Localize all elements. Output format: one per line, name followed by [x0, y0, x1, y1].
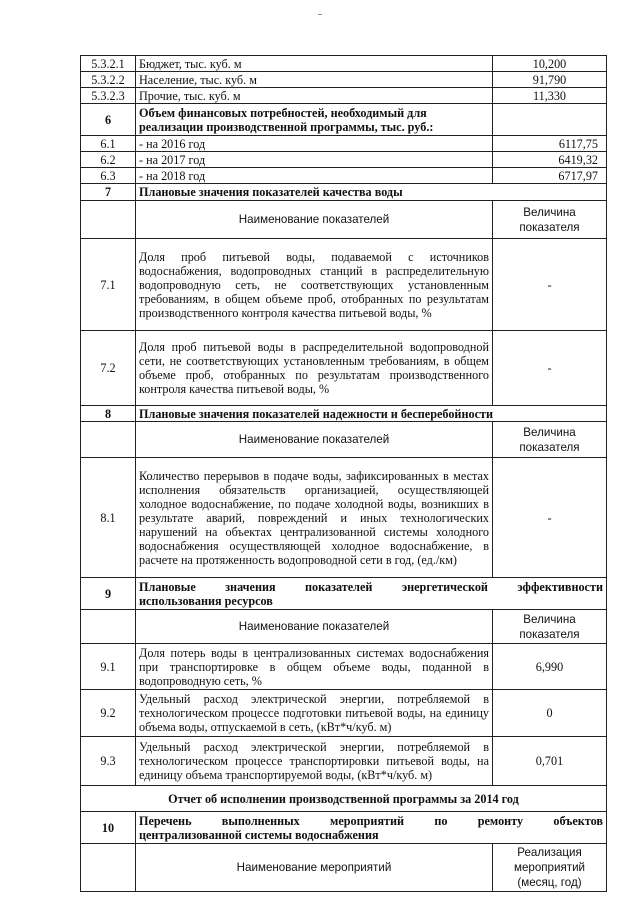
table-row [81, 331, 607, 406]
row-number: 6.1 [81, 136, 136, 152]
section-title: Плановые значения показателей качества воды [136, 184, 607, 201]
row-value: - [493, 458, 607, 578]
row-value: 11,330 [493, 88, 607, 104]
table-row [81, 56, 607, 72]
column-header-value: Величина показателя [493, 610, 607, 644]
section-title-word: показателей [305, 579, 373, 594]
section-number: 10 [81, 812, 136, 844]
section-title [136, 812, 607, 844]
row-name: Доля проб питьевой воды в распределительной водопроводной сети, не соответствующих установленным требованиям, в общем объеме проб, отобранных по результатам производственного контроля качества питьевой воды, % [136, 331, 493, 406]
table-row [81, 168, 607, 184]
page-top-mark [318, 14, 322, 15]
row-name: Удельный расход электрической энергии, потребляемой в технологическом процессе транспортировки питьевой воды, на единицу объема транспортируемой воды, (кВт*ч/куб. м) [136, 737, 493, 786]
row-number: 9.3 [81, 737, 136, 786]
section-9-header [81, 578, 607, 610]
table-row [81, 152, 607, 168]
section-title-word: энергетической [401, 579, 488, 594]
row-number: 5.3.2.3 [81, 88, 136, 104]
table-row [81, 136, 607, 152]
section-7-header [81, 184, 607, 201]
section-title [136, 578, 607, 610]
column-header-name: Наименование показателей [136, 201, 493, 239]
table-row [81, 239, 607, 331]
section-title: Объем финансовых потребностей, необходимый для реализации производственной программы, тыс. руб.: [136, 104, 493, 136]
report-title-row [81, 786, 607, 812]
column-header-value: Реализация мероприятий (месяц, год) [493, 844, 607, 892]
row-number: 9.1 [81, 644, 136, 690]
section-title: Плановые значения показателей надежности и бесперебойности [136, 406, 607, 422]
column-header-row [81, 422, 607, 458]
section-6-header [81, 104, 607, 136]
table-row [81, 737, 607, 786]
section-10-header [81, 812, 607, 844]
column-header-row [81, 610, 607, 644]
column-header-name: Наименование показателей [136, 422, 493, 458]
column-header-value: Величина показателя [493, 422, 607, 458]
section-title-word: объектов [553, 813, 603, 828]
row-value: 6419,32 [493, 152, 607, 168]
section-title-word: значения [225, 579, 276, 594]
row-value: 6717,97 [493, 168, 607, 184]
section-title-line2: централизованной системы водоснабжения [139, 827, 379, 842]
row-number: 7.1 [81, 239, 136, 331]
row-value: 91,790 [493, 72, 607, 88]
row-number: 6.3 [81, 168, 136, 184]
section-title-word: Плановые [139, 579, 196, 594]
empty-cell [493, 104, 607, 136]
section-title-word: мероприятий [330, 813, 405, 828]
row-value: - [493, 239, 607, 331]
empty-cell [81, 610, 136, 644]
section-title-word: эффективности [517, 579, 603, 594]
empty-cell [81, 844, 136, 892]
row-name: - на 2016 год [136, 136, 493, 152]
section-title-word: по [434, 813, 448, 828]
row-value: 10,200 [493, 56, 607, 72]
row-name: Удельный расход электрической энергии, потребляемой в технологическом процессе подготовки питьевой воды, на единицу объема воды, отпускаемой в сеть, (кВт*ч/куб. м) [136, 690, 493, 737]
section-title-word: Перечень [139, 813, 192, 828]
row-number: 8.1 [81, 458, 136, 578]
table-row [81, 72, 607, 88]
row-name: Доля потерь воды в централизованных системах водоснабжения при транспортировке в общем объеме воды, поданной в водопроводную сеть, % [136, 644, 493, 690]
section-number: 6 [81, 104, 136, 136]
section-number: 7 [81, 184, 136, 201]
row-value: - [493, 331, 607, 406]
section-title-word: ремонту [477, 813, 524, 828]
section-number: 9 [81, 578, 136, 610]
row-value: 6117,75 [493, 136, 607, 152]
row-name: Прочие, тыс. куб. м [136, 88, 493, 104]
table-row [81, 690, 607, 737]
section-title-line2: использования ресурсов [139, 593, 273, 608]
empty-cell [81, 201, 136, 239]
table-row [81, 458, 607, 578]
row-value: 0 [493, 690, 607, 737]
column-header-row [81, 201, 607, 239]
column-header-row [81, 844, 607, 892]
section-8-header [81, 406, 607, 422]
row-name: Доля проб питьевой воды, подаваемой с источников водоснабжения, водопроводных станций в распределительную водопроводную сеть, не соответствующих установленным требованиям, в общем объеме проб, отобранных по результатам производственного контроля качества питьевой воды, % [136, 239, 493, 331]
table-row [81, 644, 607, 690]
row-number: 7.2 [81, 331, 136, 406]
section-number: 8 [81, 406, 136, 422]
column-header-value: Величина показателя [493, 201, 607, 239]
row-name: - на 2017 год [136, 152, 493, 168]
section-title-word: выполненных [221, 813, 300, 828]
row-name: - на 2018 год [136, 168, 493, 184]
table-row [81, 88, 607, 104]
row-name: Бюджет, тыс. куб. м [136, 56, 493, 72]
row-number: 5.3.2.2 [81, 72, 136, 88]
empty-cell [81, 422, 136, 458]
row-value: 6,990 [493, 644, 607, 690]
row-number: 5.3.2.1 [81, 56, 136, 72]
row-number: 6.2 [81, 152, 136, 168]
row-name: Количество перерывов в подаче воды, зафиксированных в местах исполнения обязательств организацией, осуществляющей холодное водоснабжение, по подаче холодной воды, возникших в результате аварий, повреждений и иных технологических нарушений на объектах централизованной системы холодного водоснабжения осуществляющей холодное водоснабжение, в расчете на протяженность водопроводной сети в год, (ед./км) [136, 458, 493, 578]
report-title: Отчет об исполнении производственной программы за 2014 год [81, 786, 607, 812]
row-number: 9.2 [81, 690, 136, 737]
program-table [80, 55, 607, 892]
column-header-name: Наименование мероприятий [136, 844, 493, 892]
column-header-name: Наименование показателей [136, 610, 493, 644]
row-name: Население, тыс. куб. м [136, 72, 493, 88]
row-value: 0,701 [493, 737, 607, 786]
